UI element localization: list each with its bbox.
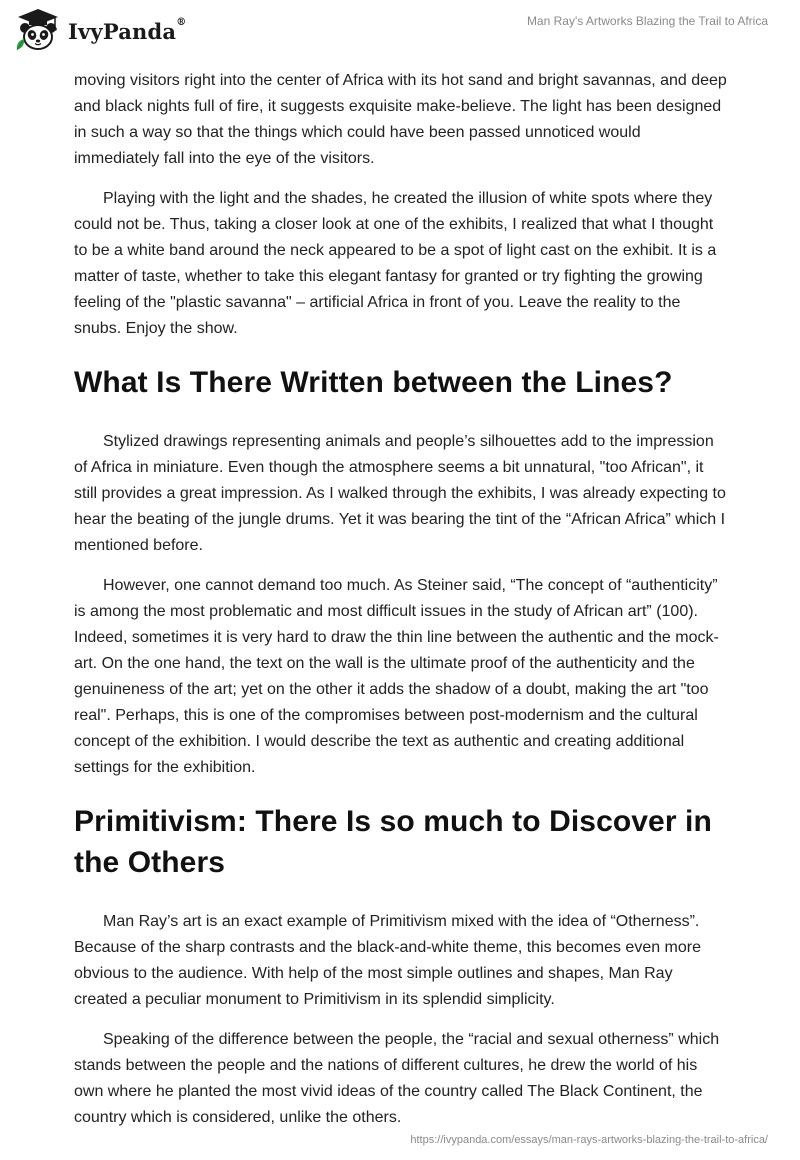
paragraph: However, one cannot demand too much. As Steiner said, “The concept of “authenticity” is among the most problematic and most difficult issues in the study of African art” (100). Indeed, sometimes it is very hard to draw the thin line between the authentic and the mock-art. On the one hand, the text on the wall is the ultimate proof of the authenticity and the genuineness of the art; yet on the other it adds the shadow of a doubt, making the art "too real". Perhaps, this is one of the compromises between post-modernism and the cultural concept of the exhibition. I would describe the text as authentic and creating additional settings for the exhibition.: [74, 577, 719, 776]
section-heading: What Is There Written between the Lines?: [74, 366, 673, 399]
section-heading: Primitivism: There Is so much to Discover in the Others: [74, 805, 712, 879]
paragraph: Man Ray’s art is an exact example of Primitivism mixed with the idea of “Otherness”. Because of the sharp contrasts and the black-and-white theme, this becomes even more obvious to the audience. With help of the most simple outlines and shapes, Man Ray created a peculiar monument to Primitivism in its splendid simplicity.: [74, 913, 702, 1008]
ivypanda-logo[interactable]: [14, 8, 186, 52]
paragraph: Stylized drawings representing animals and people’s silhouettes add to the impression of Africa in miniature. Even though the atmosphere seems a bit unnatural, "too African", it still provides a great impression. As I walked through the exhibits, I was already expecting to hear the beating of the jungle drums. Yet it was bearing the tint of the “African Africa” which I mentioned before.: [74, 433, 726, 554]
article-body: [74, 68, 728, 1145]
page-header: [0, 0, 800, 64]
source-url[interactable]: https://ivypanda.com/essays/man-rays-artworks-blazing-the-trail-to-africa/: [410, 1134, 768, 1146]
document-title: Man Ray's Artworks Blazing the Trail to Africa: [526, 14, 768, 28]
brand-name: IvyPanda®: [68, 16, 187, 44]
paragraph: Speaking of the difference between the people, the “racial and sexual otherness” which stands between the people and the nations of different cultures, he drew the world of his own where he planted the most vivid ideas of the country called The Black Continent, the country which is considered, unlike the others.: [74, 1031, 720, 1126]
panda-mascot-icon: [14, 8, 62, 52]
paragraph: Playing with the light and the shades, he created the illusion of white spots where they could not be. Thus, taking a closer look at one of the exhibits, I realized that what I thought to be a white band around the neck appeared to be a spot of light cast on the exhibit. It is a matter of taste, whether to take this elegant fantasy for granted or try fighting the growing feeling of the "plastic savanna" – artificial Africa in front of you. Leave the reality to the snubs. Enjoy the show.: [74, 190, 717, 337]
paragraph: moving visitors right into the center of Africa with its hot sand and bright savannas, and deep and black nights full of fire, it suggests exquisite make-believe. The light has been designed in such a way so that the things which could have been passed unnoticed would immediately fall into the eye of the visitors.: [74, 72, 727, 167]
